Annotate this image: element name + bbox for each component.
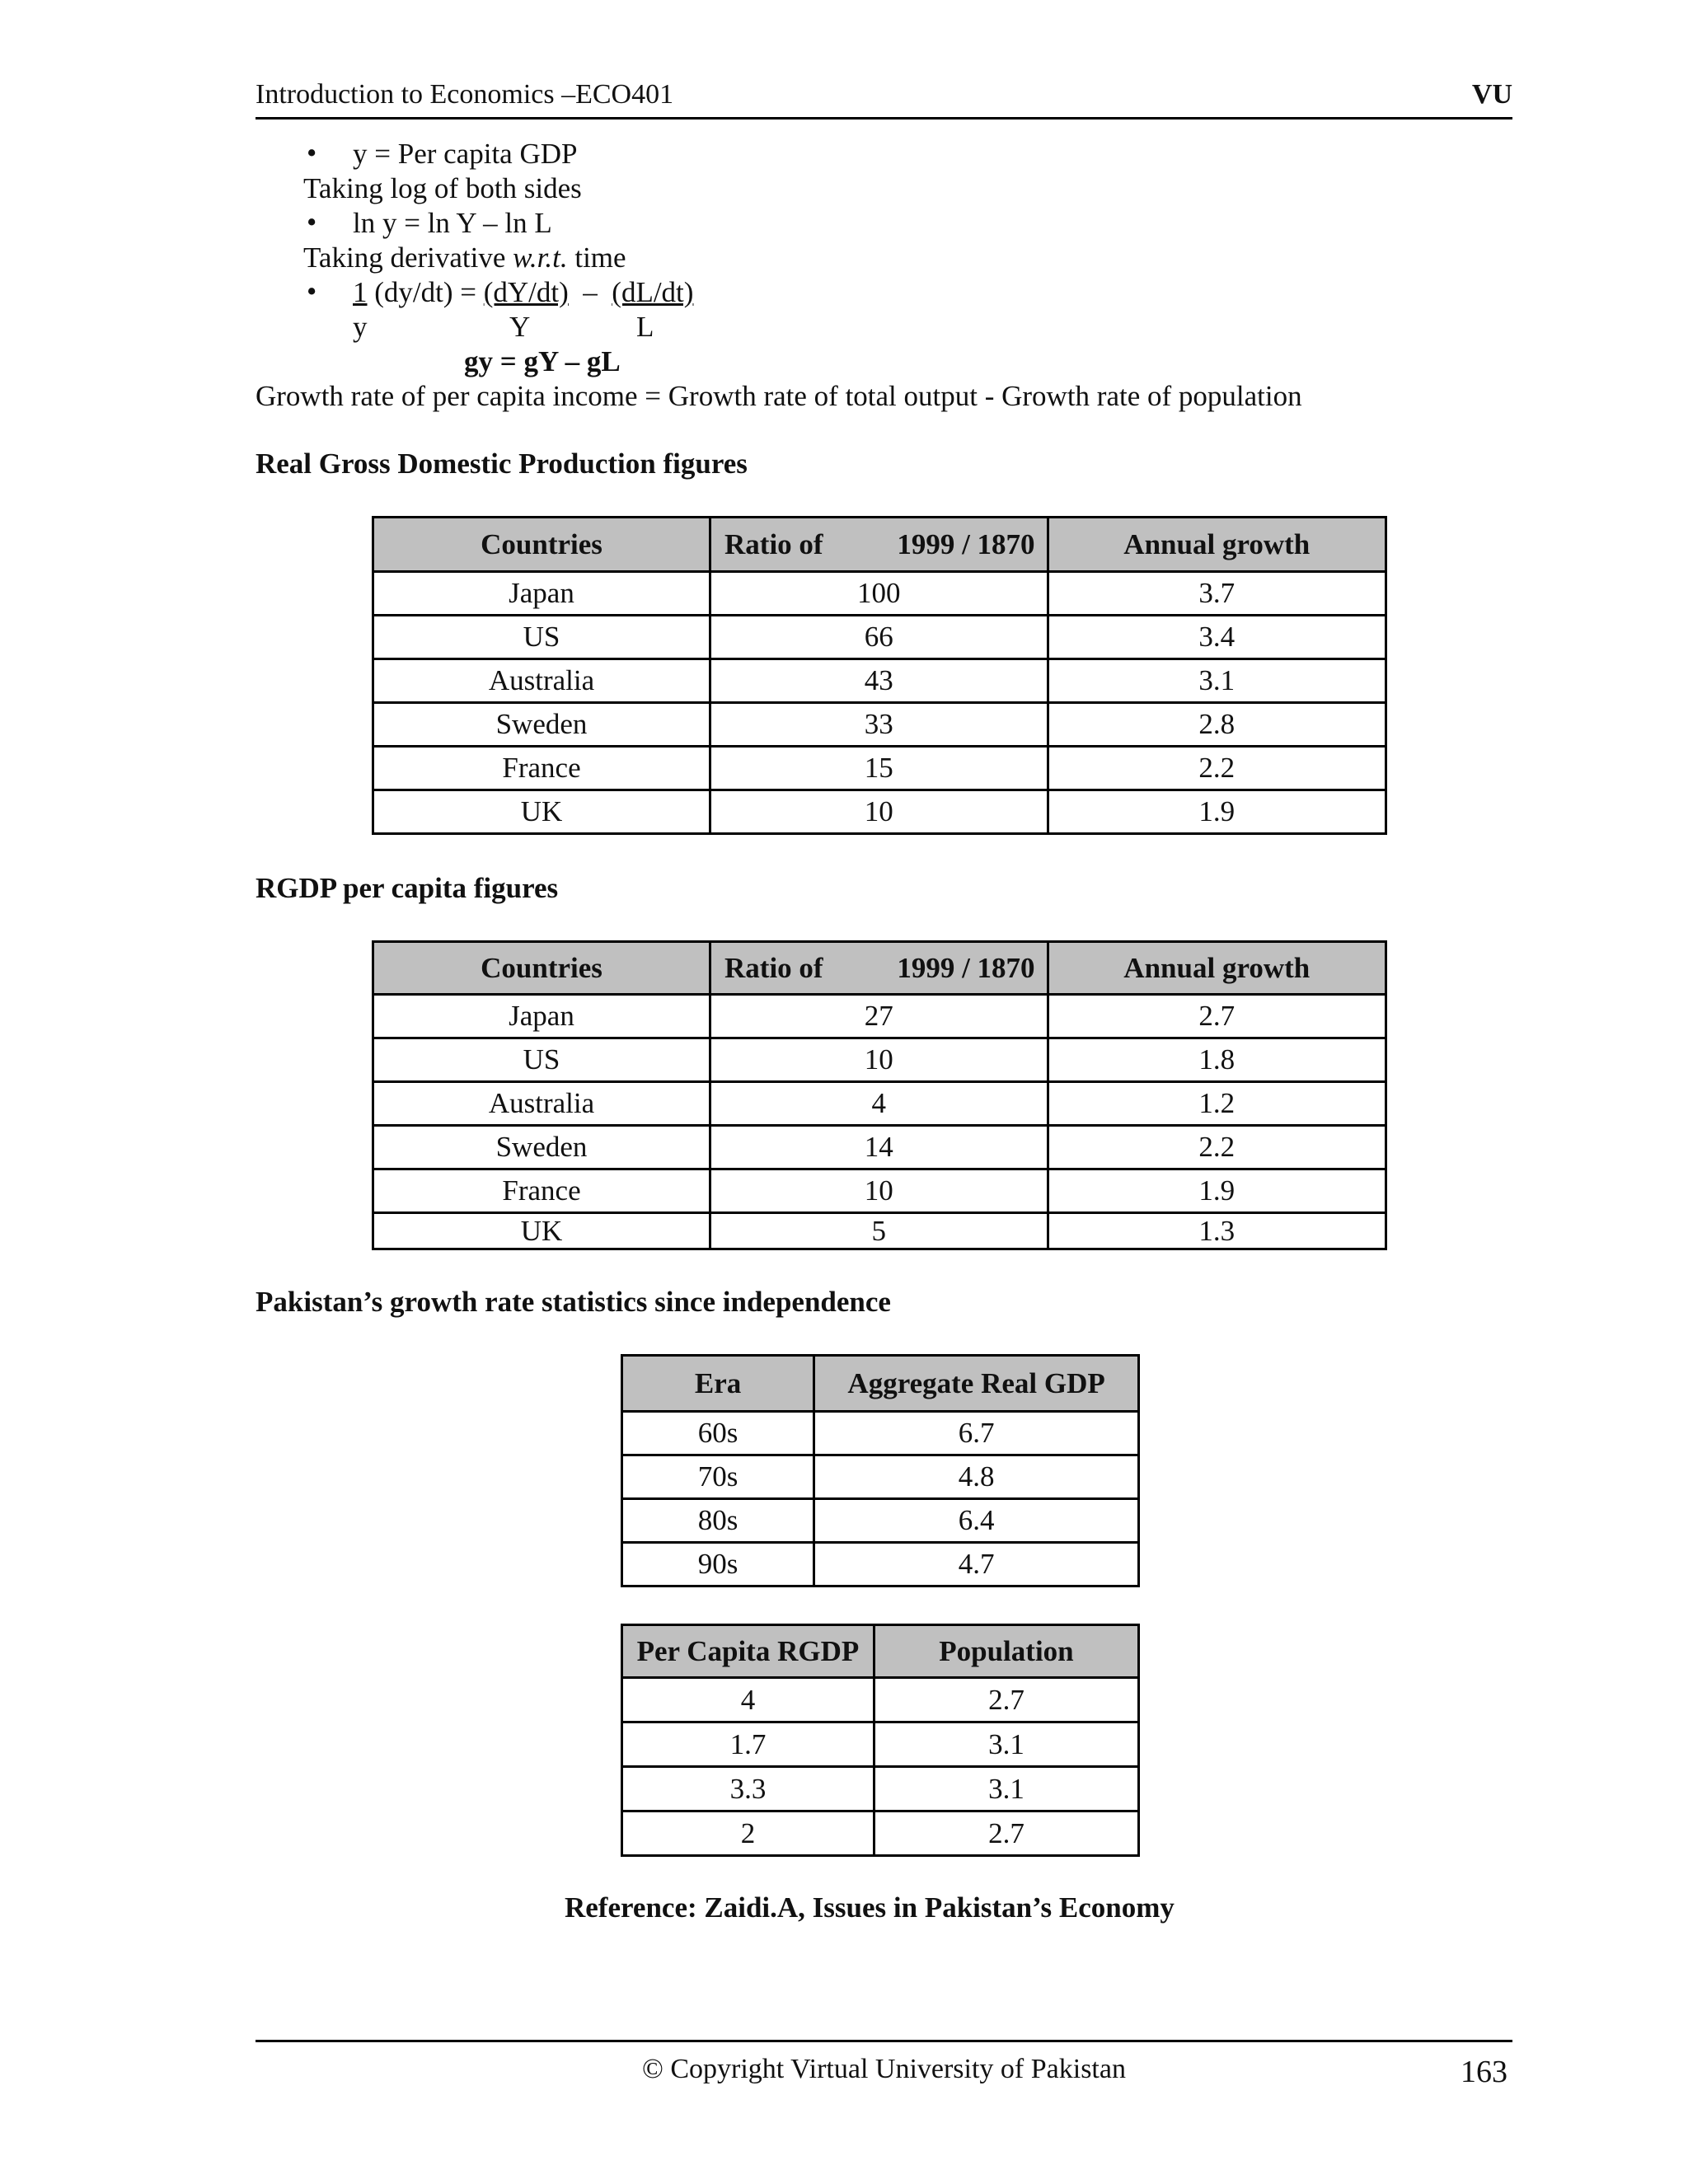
cell-era: 60s bbox=[622, 1412, 814, 1455]
text-em: w.r.t. bbox=[513, 241, 568, 274]
bullet: • bbox=[307, 206, 317, 238]
header-ratio-a: Ratio of bbox=[724, 527, 823, 560]
cell-era: 90s bbox=[622, 1543, 814, 1586]
table-row bbox=[373, 1213, 1386, 1249]
cell-population: 2.7 bbox=[874, 1678, 1138, 1722]
table-header-row bbox=[373, 518, 1386, 572]
cell-per-capita: 4 bbox=[622, 1678, 874, 1722]
header-countries: Countries bbox=[373, 942, 710, 995]
cell-growth: 3.1 bbox=[1048, 659, 1386, 703]
table-header-row bbox=[622, 1356, 1139, 1412]
cell-ratio: 10 bbox=[710, 1038, 1048, 1082]
cell-ratio: 27 bbox=[710, 995, 1048, 1038]
formula-line-1: y = Per capita GDP bbox=[353, 138, 578, 170]
bullet: • bbox=[307, 137, 317, 169]
cell-per-capita: 2 bbox=[622, 1811, 874, 1856]
cell-country: UK bbox=[373, 790, 710, 834]
table-row bbox=[373, 1169, 1386, 1213]
cell-country: Sweden bbox=[373, 1126, 710, 1169]
header-annual-growth: Annual growth bbox=[1048, 518, 1386, 572]
cell-ratio: 15 bbox=[710, 747, 1048, 790]
header-ratio-b: 1999 / 1870 bbox=[897, 951, 1035, 984]
table-row bbox=[622, 1499, 1139, 1543]
cell-growth: 2.8 bbox=[1048, 703, 1386, 747]
cell-growth: 1.9 bbox=[1048, 1169, 1386, 1213]
table-row bbox=[373, 790, 1386, 834]
era-gdp-table bbox=[621, 1354, 1140, 1587]
cell-population: 3.1 bbox=[874, 1722, 1138, 1767]
formula-line-2: Taking log of both sides bbox=[303, 172, 582, 204]
reference: Reference: Zaidi.A, Issues in Pakistan’s Economy bbox=[565, 1891, 1175, 1924]
cell-growth: 2.2 bbox=[1048, 1126, 1386, 1169]
table-row bbox=[373, 995, 1386, 1038]
header-per-capita-rgdp: Per Capita RGDP bbox=[622, 1625, 874, 1678]
cell-country: France bbox=[373, 1169, 710, 1213]
growth-equation: gy = gY – gL bbox=[464, 345, 621, 377]
cell-ratio: 10 bbox=[710, 1169, 1048, 1213]
table-header-row bbox=[622, 1625, 1139, 1678]
section-title-pakistan: Pakistan’s growth rate statistics since independence bbox=[256, 1286, 891, 1318]
cell-growth: 1.8 bbox=[1048, 1038, 1386, 1082]
formula-line-4 bbox=[303, 241, 626, 275]
header-aggregate-real-gdp: Aggregate Real GDP bbox=[814, 1356, 1139, 1412]
table-row bbox=[622, 1455, 1139, 1499]
cell-growth: 1.9 bbox=[1048, 790, 1386, 834]
cell-per-capita: 3.3 bbox=[622, 1767, 874, 1811]
header-countries: Countries bbox=[373, 518, 710, 572]
formula-line-3: ln y = ln Y – ln L bbox=[353, 207, 552, 239]
growth-explanation: Growth rate of per capita income = Growth rate of total output - Growth rate of population bbox=[256, 380, 1302, 412]
cell-country: US bbox=[373, 1038, 710, 1082]
table-row bbox=[622, 1678, 1139, 1722]
cell-growth: 2.2 bbox=[1048, 747, 1386, 790]
header-annual-growth: Annual growth bbox=[1048, 942, 1386, 995]
cell-growth: 1.2 bbox=[1048, 1082, 1386, 1126]
per-capita-population-table bbox=[621, 1624, 1140, 1857]
section-title-rgdp-per-capita: RGDP per capita figures bbox=[256, 872, 559, 904]
cell-country: Australia bbox=[373, 1082, 710, 1126]
table-row bbox=[622, 1811, 1139, 1856]
table-row bbox=[622, 1412, 1139, 1455]
cell-ratio: 10 bbox=[710, 790, 1048, 834]
rgdp-per-capita-table bbox=[372, 940, 1387, 1250]
header-population: Population bbox=[874, 1625, 1138, 1678]
header-ratio bbox=[710, 942, 1048, 995]
cell-gdp: 6.7 bbox=[814, 1412, 1139, 1455]
cell-country: UK bbox=[373, 1213, 710, 1249]
minus-sign: – bbox=[583, 276, 598, 308]
cell-country: Japan bbox=[373, 572, 710, 616]
denominator-y: y bbox=[353, 311, 368, 343]
header-ratio bbox=[710, 518, 1048, 572]
cell-per-capita: 1.7 bbox=[622, 1722, 874, 1767]
cell-ratio: 33 bbox=[710, 703, 1048, 747]
table-header-row bbox=[373, 942, 1386, 995]
cell-country: Sweden bbox=[373, 703, 710, 747]
table-row bbox=[373, 616, 1386, 659]
cell-country: France bbox=[373, 747, 710, 790]
text: Taking derivative bbox=[303, 241, 506, 274]
cell-country: Japan bbox=[373, 995, 710, 1038]
cell-era: 80s bbox=[622, 1499, 814, 1543]
table-row bbox=[622, 1543, 1139, 1586]
cell-country: Australia bbox=[373, 659, 710, 703]
table-row bbox=[373, 1038, 1386, 1082]
section-title-rgdp: Real Gross Domestic Production figures bbox=[256, 448, 748, 480]
cell-population: 2.7 bbox=[874, 1811, 1138, 1856]
cell-growth: 3.7 bbox=[1048, 572, 1386, 616]
denominator-L: L bbox=[636, 311, 654, 343]
table-row bbox=[622, 1722, 1139, 1767]
copyright: © Copyright Virtual University of Pakistan bbox=[642, 2054, 1126, 2084]
cell-gdp: 4.7 bbox=[814, 1543, 1139, 1586]
cell-ratio: 66 bbox=[710, 616, 1048, 659]
bullet: • bbox=[307, 275, 317, 307]
cell-ratio: 4 bbox=[710, 1082, 1048, 1126]
course-title: Introduction to Economics –ECO401 bbox=[256, 79, 674, 110]
table-row bbox=[622, 1767, 1139, 1811]
page-footer bbox=[256, 2040, 1512, 2092]
cell-era: 70s bbox=[622, 1455, 814, 1499]
table-row bbox=[373, 1082, 1386, 1126]
numerator-dydt: (dy/dt) = bbox=[374, 276, 476, 308]
table-row bbox=[373, 747, 1386, 790]
cell-ratio: 14 bbox=[710, 1126, 1048, 1169]
cell-growth: 3.4 bbox=[1048, 616, 1386, 659]
table-row bbox=[373, 1126, 1386, 1169]
cell-population: 3.1 bbox=[874, 1767, 1138, 1811]
page-number: 163 bbox=[1461, 2055, 1507, 2089]
cell-country: US bbox=[373, 616, 710, 659]
cell-growth: 2.7 bbox=[1048, 995, 1386, 1038]
institution-mark: VU bbox=[1471, 79, 1512, 110]
cell-ratio: 100 bbox=[710, 572, 1048, 616]
rgdp-table bbox=[372, 516, 1387, 835]
table-row bbox=[373, 703, 1386, 747]
cell-ratio: 43 bbox=[710, 659, 1048, 703]
cell-gdp: 6.4 bbox=[814, 1499, 1139, 1543]
table-row bbox=[373, 659, 1386, 703]
header-ratio-a: Ratio of bbox=[724, 951, 823, 984]
page-header bbox=[256, 79, 1512, 120]
header-era: Era bbox=[622, 1356, 814, 1412]
text: time bbox=[574, 241, 626, 274]
cell-ratio: 5 bbox=[710, 1213, 1048, 1249]
cell-growth: 1.3 bbox=[1048, 1213, 1386, 1249]
cell-gdp: 4.8 bbox=[814, 1455, 1139, 1499]
header-ratio-b: 1999 / 1870 bbox=[897, 527, 1035, 560]
numerator-dYdt: (dY/dt) bbox=[483, 276, 569, 308]
numerator-dLdt: (dL/dt) bbox=[612, 276, 694, 308]
denominator-Y: Y bbox=[509, 311, 531, 343]
derivative-numerator bbox=[353, 275, 693, 310]
table-row bbox=[373, 572, 1386, 616]
numerator-1: 1 bbox=[353, 276, 368, 308]
